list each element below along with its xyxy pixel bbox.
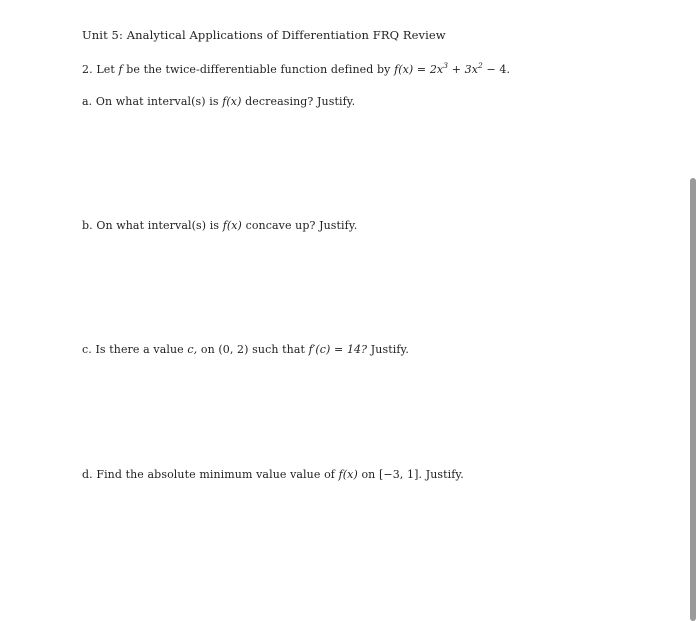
exponent-2: 2	[478, 61, 483, 70]
part-a-math: f(x)	[222, 95, 242, 108]
question-number: 2.	[82, 63, 93, 76]
part-b-math: f(x)	[222, 219, 242, 232]
part-b-suffix: concave up? Justify.	[245, 219, 358, 232]
part-a-prefix: a. On what interval(s) is	[82, 95, 219, 108]
part-c-prefix: c. Is there a value	[82, 343, 184, 356]
part-c-on: on	[200, 343, 215, 356]
part-c-math: f′(c) = 14?	[308, 343, 368, 356]
title-text: Unit 5: Analytical Applications of Differentiation FRQ Review	[82, 28, 446, 42]
part-d-interval: [−3, 1].	[378, 468, 423, 481]
document-title	[82, 28, 446, 42]
part-c-interval: (0, 2)	[218, 343, 249, 356]
part-d	[82, 468, 464, 481]
intro-middle: be the twice-differentiable function defined by	[126, 63, 391, 76]
func-part: f(x) = 2x	[394, 63, 444, 76]
func-plus: + 3x	[448, 63, 479, 76]
function-definition	[394, 63, 510, 76]
part-d-suffix: Justify.	[425, 468, 464, 481]
part-d-math: f(x)	[338, 468, 358, 481]
part-b	[82, 219, 357, 232]
part-a	[82, 95, 355, 108]
part-d-on: on	[361, 468, 376, 481]
question-intro	[82, 63, 510, 76]
exponent-3: 3	[443, 61, 449, 70]
intro-prefix: Let	[96, 63, 115, 76]
intro-var: f	[118, 63, 123, 76]
part-c-mid: such that	[252, 343, 306, 356]
vertical-scrollbar[interactable]	[686, 0, 700, 621]
scrollbar-thumb[interactable]	[690, 178, 696, 621]
part-b-prefix: b. On what interval(s) is	[82, 219, 220, 232]
part-c-var: c,	[187, 343, 198, 356]
func-tail: − 4.	[482, 63, 511, 76]
part-a-suffix: decreasing? Justify.	[245, 95, 356, 108]
part-d-prefix: d. Find the absolute minimum value value of	[82, 468, 335, 481]
part-c	[82, 343, 409, 356]
part-c-suffix: Justify.	[370, 343, 409, 356]
